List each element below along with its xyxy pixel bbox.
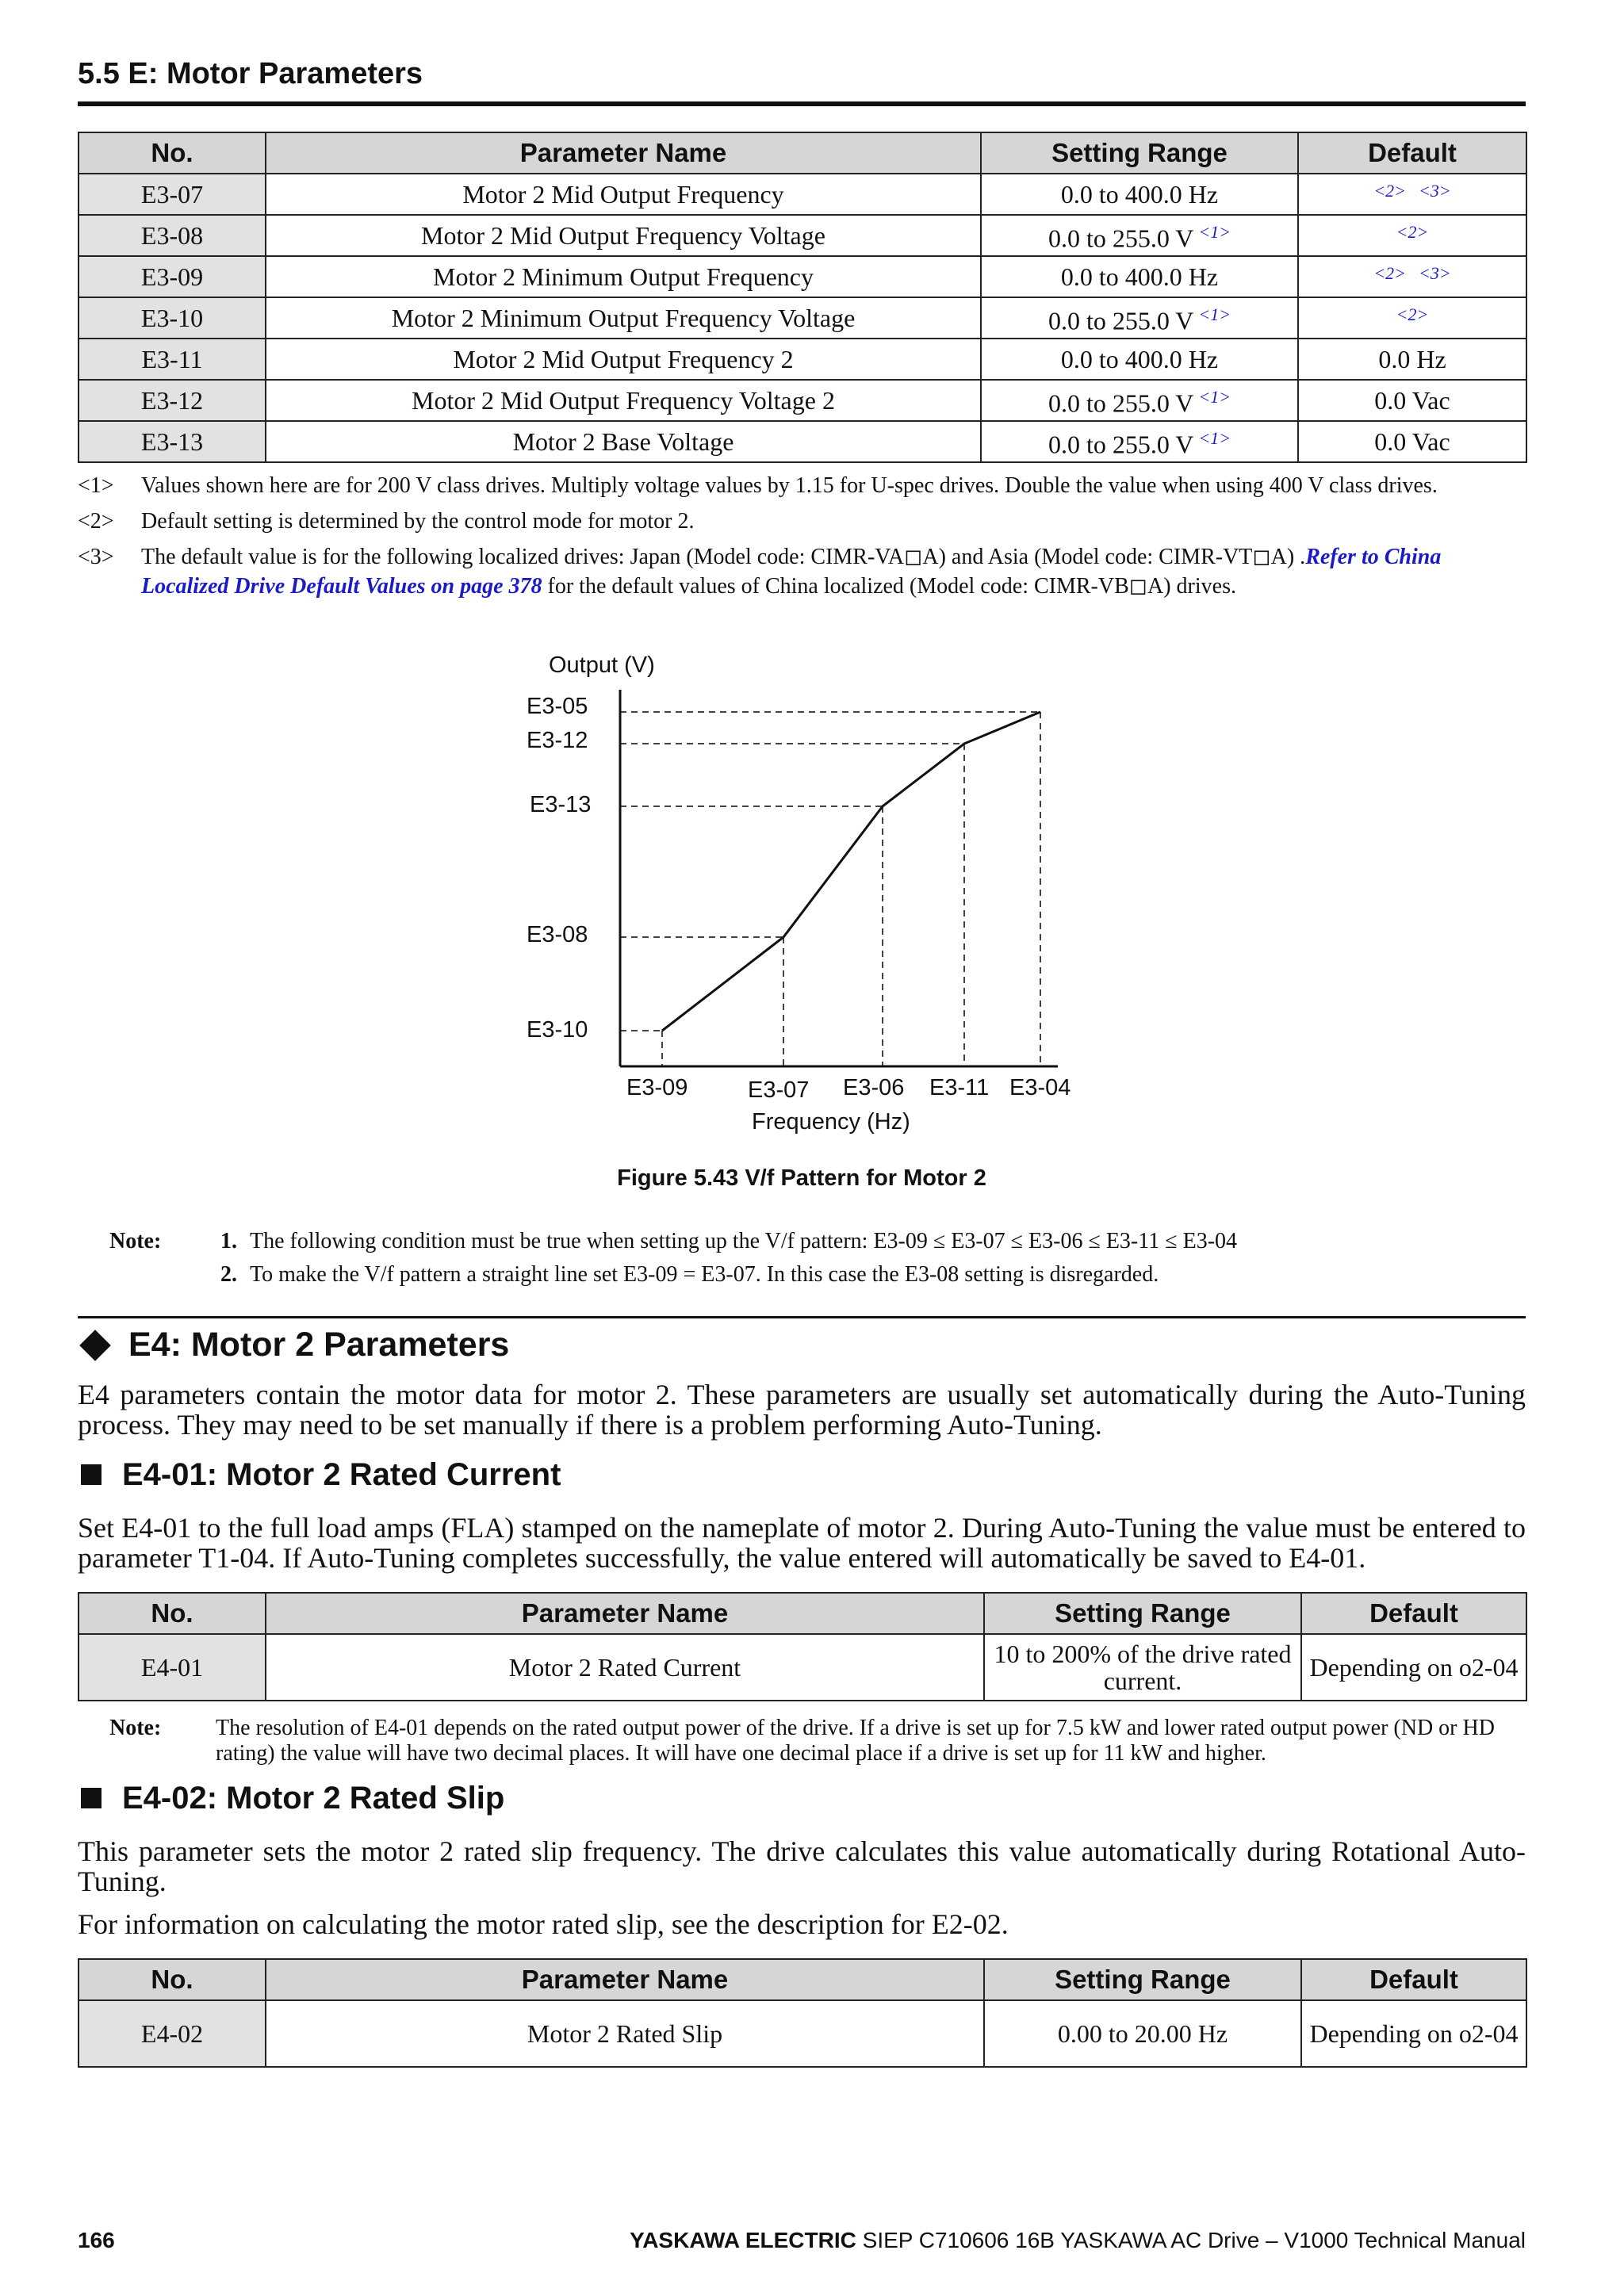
param-default [1298,421,1526,462]
param-range-text: 0.0 to 255.0 V [1048,306,1194,335]
footnote-ref-link[interactable]: <3> [1419,181,1451,201]
footnote-1 [78,471,1526,500]
param-default [1298,174,1526,215]
e402-heading [78,1781,504,1816]
square-bullet-icon [81,1464,102,1485]
footer-doc-info [630,2228,1526,2253]
e402-paragraph-2: For information on calculating the motor rated slip, see the description for E2-02. [78,1908,1009,1940]
param-default [1298,256,1526,297]
footnote-text: Default setting is determined by the control mode for motor 2. [141,509,695,534]
footnote-ref-link[interactable]: <3> [1419,263,1451,284]
col-setting-range: Setting Range [984,1959,1301,2000]
vf-curve [662,712,1040,1031]
col-parameter-name: Parameter Name [266,132,981,174]
col-parameter-name: Parameter Name [266,1959,984,2000]
param-range-text: 0.0 to 255.0 V [1048,224,1194,253]
footer-doc: SIEP C710606 16B YASKAWA AC Drive – V1000 Technical Manual [856,2228,1526,2252]
param-default: Depending on o2-04 [1301,1634,1526,1701]
param-default: Depending on o2-04 [1301,2000,1526,2067]
footnote-mark: <2> [78,509,114,534]
param-range [981,339,1298,380]
param-range: 0.00 to 20.00 Hz [984,2000,1301,2067]
param-default [1298,297,1526,339]
table-header-row [79,1593,1526,1634]
footnote-ref-link[interactable]: <1> [1198,304,1231,325]
param-name: Motor 2 Mid Output Frequency [266,174,981,215]
param-no: E4-01 [79,1634,266,1701]
e401-heading [78,1457,561,1493]
x-label-e3-04: E3-04 [1009,1075,1071,1100]
param-range [981,256,1298,297]
x-label-e3-07: E3-07 [748,1077,810,1103]
note-number: 2. [220,1262,237,1287]
footnote-text: The default value is for the following localized drives: Japan (Model code: CIMR-VA◻A) and Asia (Model code: CIMR-VT◻A) . [141,545,1306,569]
y-label-e3-08: E3-08 [527,922,588,947]
note-text: To make the V/f pattern a straight line set E3-09 = E3-07. In this case the E3-08 setting is disregarded. [250,1262,1159,1287]
table-row [79,380,1526,421]
e402-heading-text: E4-02: Motor 2 Rated Slip [122,1781,505,1816]
param-range-text: 0.0 to 400.0 Hz [1060,345,1219,373]
x-label-e3-11: E3-11 [929,1075,990,1100]
col-default: Default [1298,132,1526,174]
footnote-ref-link[interactable]: <1> [1198,222,1231,243]
y-axis-label: Output (V) [549,652,655,678]
param-no: E3-10 [79,297,266,339]
page-number: 166 [78,2228,115,2252]
param-range-text: 0.0 to 255.0 V [1048,388,1194,418]
table-row [79,297,1526,339]
vf-pattern-figure [78,642,1526,1197]
param-default-text: 0.0 Vac [1374,427,1450,456]
param-name: Motor 2 Rated Slip [266,2000,984,2067]
e3-table-body [79,174,1526,462]
param-name: Motor 2 Mid Output Frequency Voltage [266,215,981,256]
e4-heading-text: E4: Motor 2 Parameters [128,1326,510,1364]
param-range [981,297,1298,339]
col-default: Default [1301,1593,1526,1634]
table-row [79,215,1526,256]
footnote-ref-link[interactable]: <2> [1373,181,1406,201]
x-label-e3-06: E3-06 [843,1075,905,1100]
param-name: Motor 2 Minimum Output Frequency Voltage [266,297,981,339]
footnote-ref-link[interactable]: <2> [1373,263,1406,284]
footnote-mark: <1> [78,473,114,498]
e402-paragraph-1: This parameter sets the motor 2 rated slip frequency. The drive calculates this value automatically during Rotational Auto-Tuning. [78,1835,1526,1897]
e4-intro-paragraph: E4 parameters contain the motor data for motor 2. These parameters are usually set automatically during the Auto-Tuning process. They may need to be set manually if there is a problem performing Auto-Tuning. [78,1379,1526,1441]
table-header-row [79,1959,1526,2000]
param-no: E3-12 [79,380,266,421]
param-default-text: 0.0 Vac [1374,386,1450,415]
param-range: 10 to 200% of the drive rated current. [984,1634,1301,1701]
square-bullet-icon [81,1788,102,1808]
col-no: No. [79,1959,266,2000]
param-default [1298,339,1526,380]
param-no: E4-02 [79,2000,266,2067]
footnote-mark: <3> [78,545,114,569]
param-name: Motor 2 Rated Current [266,1634,984,1701]
figure-caption: Figure 5.43 V/f Pattern for Motor 2 [617,1165,986,1191]
param-name: Motor 2 Minimum Output Frequency [266,256,981,297]
section-title: 5.5 E: Motor Parameters [78,57,423,90]
footnote-2 [78,507,1526,536]
e401-note [109,1716,1526,1766]
y-label-e3-05: E3-05 [527,694,588,719]
manual-page [78,0,1526,2296]
param-no: E3-07 [79,174,266,215]
vf-notes [109,1225,1505,1292]
y-label-e3-12: E3-12 [527,728,588,753]
section-divider [78,1316,1526,1318]
note-row-2 [109,1258,1505,1292]
footnotes [78,471,1526,607]
e401-heading-text: E4-01: Motor 2 Rated Current [122,1457,561,1492]
param-no: E3-13 [79,421,266,462]
footnote-ref-link[interactable]: <1> [1198,428,1231,449]
col-parameter-name: Parameter Name [266,1593,984,1634]
param-no: E3-09 [79,256,266,297]
footnote-text: Values shown here are for 200 V class drives. Multiply voltage values by 1.15 for U-spec drives. Double the value when using 400 V class drives. [141,473,1438,498]
y-label-e3-13: E3-13 [530,792,592,817]
param-name: Motor 2 Mid Output Frequency 2 [266,339,981,380]
e402-parameter-table [78,1958,1527,2068]
col-no: No. [79,132,266,174]
note-number: 1. [220,1229,237,1253]
param-range [981,380,1298,421]
note-label: Note: [109,1229,162,1253]
footer-brand: YASKAWA ELECTRIC [630,2228,856,2252]
footnote-ref-link[interactable]: <1> [1198,387,1231,408]
param-default [1298,380,1526,421]
note-text: The resolution of E4-01 depends on the rated output power of the drive. If a drive is set up for 7.5 kW and lower rated output power (ND or HD rating) the value will have two decimal places. It will have one decimal place if a drive is set up for 11 kW and higher. [216,1716,1495,1766]
diamond-bullet-icon [79,1330,111,1361]
e4-heading [78,1326,509,1364]
param-default-text: 0.0 Hz [1378,345,1446,373]
footnote-3 [78,542,1526,601]
e3-parameter-table [78,132,1527,463]
param-range [981,174,1298,215]
footnote-ref-link[interactable]: <2> [1396,304,1429,325]
param-range [981,421,1298,462]
note-text: The following condition must be true when setting up the V/f pattern: E3-09 ≤ E3-07 ≤ E3-06 ≤ E3-11 ≤ E3-04 [250,1229,1238,1253]
param-name: Motor 2 Base Voltage [266,421,981,462]
footnote-ref-link[interactable]: <2> [1396,222,1429,243]
table-header-row [79,132,1526,174]
param-range-text: 0.0 to 400.0 Hz [1060,262,1219,291]
table-row [79,256,1526,297]
note-label: Note: [109,1716,162,1740]
param-name: Motor 2 Mid Output Frequency Voltage 2 [266,380,981,421]
param-range-text: 0.0 to 255.0 V [1048,430,1194,459]
china-defaults-link[interactable]: Refer to China Localized Drive Default Values on page 378 [141,545,1442,599]
section-header [78,57,1526,106]
e401-parameter-table [78,1592,1527,1701]
col-default: Default [1301,1959,1526,2000]
x-label-e3-09: E3-09 [626,1075,688,1100]
table-row [79,339,1526,380]
y-label-e3-10: E3-10 [527,1017,588,1043]
col-setting-range: Setting Range [981,132,1298,174]
table-row [79,421,1526,462]
e401-paragraph: Set E4-01 to the full load amps (FLA) stamped on the nameplate of motor 2. During Auto-Tuning the value must be entered to parameter T1-04. If Auto-Tuning completes successfully, the value entered will automatically be saved to E4-01. [78,1512,1526,1574]
param-default [1298,215,1526,256]
table-row [79,1634,1526,1701]
table-row [79,174,1526,215]
table-row [79,2000,1526,2067]
x-axis-label: Frequency (Hz) [752,1109,910,1135]
param-no: E3-08 [79,215,266,256]
param-no: E3-11 [79,339,266,380]
note-row-1 [109,1225,1505,1258]
col-setting-range: Setting Range [984,1593,1301,1634]
col-no: No. [79,1593,266,1634]
footnote-text-after: for the default values of China localized (Model code: CIMR-VB◻A) drives. [542,574,1236,599]
param-range-text: 0.0 to 400.0 Hz [1060,180,1219,209]
param-range [981,215,1298,256]
